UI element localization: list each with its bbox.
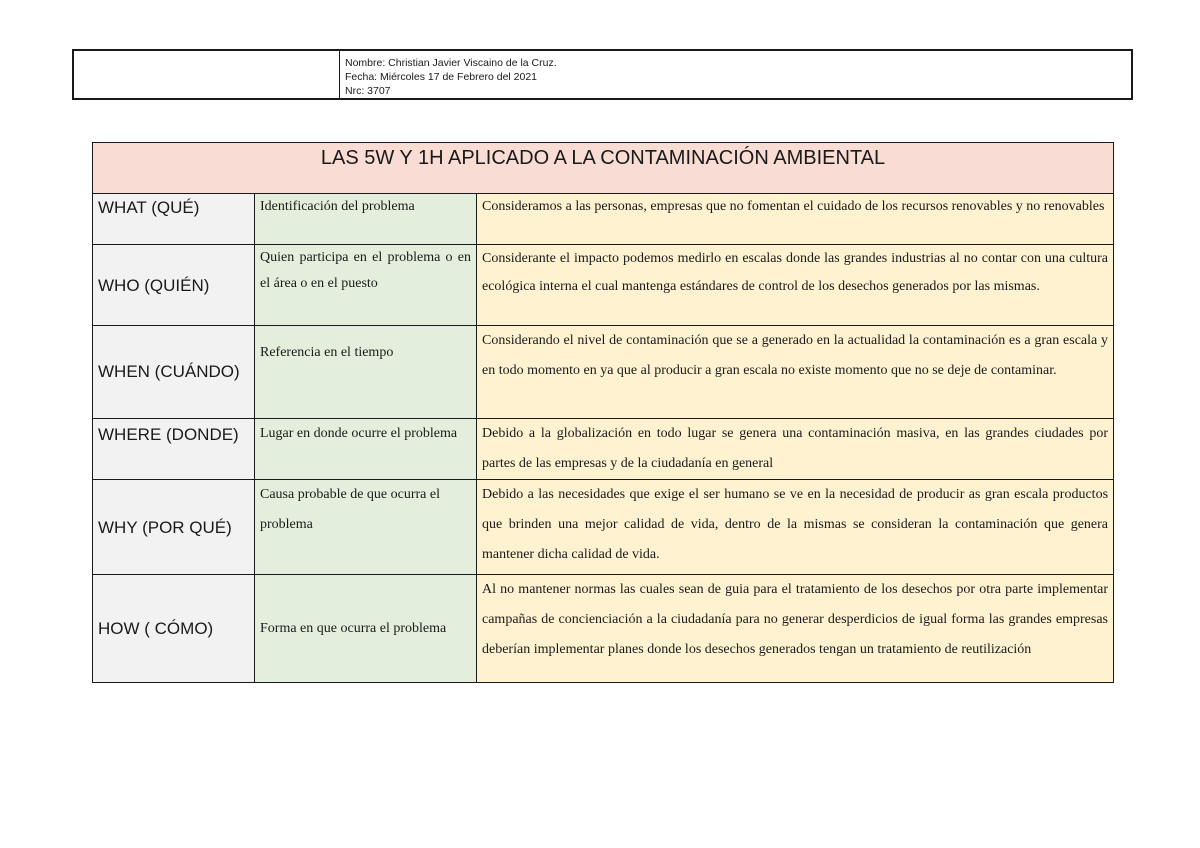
question-cell: WHY (POR QUÉ) [93, 480, 255, 575]
header-box [72, 49, 1133, 100]
answer-cell: Considerante el impacto podemos medirlo en escalas donde las grandes industrias al no contar con una cultura ecológica interna el cual mantenga estándares de control de los desechos generados por las mismas. [477, 245, 1114, 326]
table-row [93, 326, 1114, 419]
definition-cell: Forma en que ocurra el problema [255, 575, 477, 683]
date: Fecha: Miércoles 17 de Febrero del 2021 [345, 71, 538, 83]
answer-cell: Debido a la globalización en todo lugar se genera una contaminación masiva, en las grandes ciudades por partes de las empresas y de la ciudadanía en general [477, 419, 1114, 480]
definition-cell: Referencia en el tiempo [255, 326, 477, 419]
definition-cell: Identificación del problema [255, 194, 477, 245]
answer-cell: Debido a las necesidades que exige el ser humano se ve en la necesidad de producir as gran escala productos que brinden una mejor calidad de vida, dentro de la mismas se consideran la contaminación que genera mantener dicha calidad de vida. [477, 480, 1114, 575]
table-row [93, 575, 1114, 683]
answer-cell: Consideramos a las personas, empresas que no fomentan el cuidado de los recursos renovables y no renovables [477, 194, 1114, 245]
question-cell: WHAT (QUÉ) [93, 194, 255, 245]
five-w-table [92, 142, 1114, 683]
question-cell: HOW ( CÓMO) [93, 575, 255, 683]
definition-cell: Quien participa en el problema o en el área o en el puesto [255, 245, 477, 326]
question-cell: WHEN (CUÁNDO) [93, 326, 255, 419]
answer-cell: Considerando el nivel de contaminación que se a generado en la actualidad la contaminación es a gran escala y en todo momento en ya que al producir a gran escala no existe momento que no se deje de contaminar. [477, 326, 1114, 419]
nrc: Nrc: 3707 [345, 85, 391, 97]
table-row [93, 480, 1114, 575]
header-empty-cell [74, 51, 340, 98]
question-cell: WHERE (DONDE) [93, 419, 255, 480]
question-cell: WHO (QUIÉN) [93, 245, 255, 326]
student-name: Nombre: Christian Javier Viscaino de la Cruz. [345, 57, 557, 69]
answer-cell: Al no mantener normas las cuales sean de guia para el tratamiento de los desechos por otra parte implementar campañas de concienciación a la ciudadanía para no generar desperdicios de igual forma las grandes empresas deberían implementar planes donde los desechos generados tengan un tratamiento de reutilización [477, 575, 1114, 683]
table-row [93, 245, 1114, 326]
definition-cell: Lugar en donde ocurre el problema [255, 419, 477, 480]
title-row [93, 143, 1114, 194]
table-row [93, 419, 1114, 480]
table-row [93, 194, 1114, 245]
table-title: LAS 5W Y 1H APLICADO A LA CONTAMINACIÓN AMBIENTAL [93, 143, 1114, 194]
definition-cell: Causa probable de que ocurra el problema [255, 480, 477, 575]
header-info [340, 51, 557, 98]
